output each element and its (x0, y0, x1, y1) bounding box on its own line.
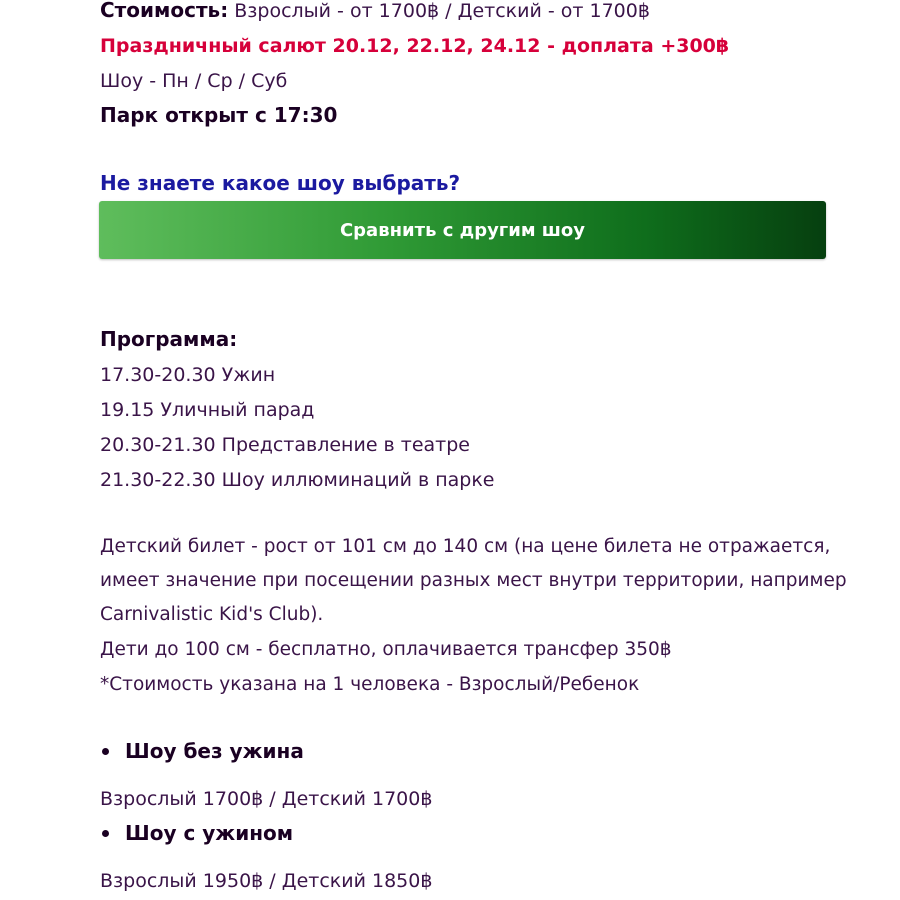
cost-line (100, 0, 650, 24)
cost-label: Стоимость: (100, 0, 229, 22)
child-ticket-note: Carnivalistic Kid's Club). (100, 604, 324, 625)
show-days: Шоу - Пн / Ср / Суб (100, 70, 288, 92)
program-item: 17.30-20.30 Ужин (100, 364, 276, 386)
program-item: 20.30-21.30 Представление в театре (100, 434, 470, 456)
cost-value: Взрослый - от 1700฿ / Детский - от 1700฿ (228, 0, 650, 22)
option-price: Взрослый 1950฿ / Детский 1850฿ (100, 870, 433, 892)
program-title: Программа: (100, 327, 238, 351)
option-item (100, 820, 293, 846)
park-open: Парк открыт с 17:30 (100, 103, 338, 127)
free-children-note: Дети до 100 см - бесплатно, оплачивается трансфер 350฿ (100, 639, 672, 660)
bullet-icon (102, 748, 109, 755)
fireworks-notice: Праздничный салют 20.12, 22.12, 24.12 - доплата +300฿ (100, 35, 730, 57)
option-name: Шоу с ужином (125, 821, 294, 845)
program-item: 19.15 Уличный парад (100, 399, 315, 421)
option-price: Взрослый 1700฿ / Детский 1700฿ (100, 788, 433, 810)
price-per-person-note: *Стоимость указана на 1 человека - Взрослый/Ребенок (100, 674, 640, 695)
child-ticket-note: Детский билет - рост от 101 см до 140 см (на цене билета не отражается, (100, 536, 831, 557)
compare-show-button[interactable]: Сравнить с другим шоу (99, 201, 826, 259)
child-ticket-note: имеет значение при посещении разных мест внутри территории, например (100, 570, 847, 591)
compare-question: Не знаете какое шоу выбрать? (100, 171, 461, 195)
option-name: Шоу без ужина (125, 739, 304, 763)
program-item: 21.30-22.30 Шоу иллюминаций в парке (100, 469, 495, 491)
bullet-icon (102, 830, 109, 837)
option-item (100, 738, 304, 764)
